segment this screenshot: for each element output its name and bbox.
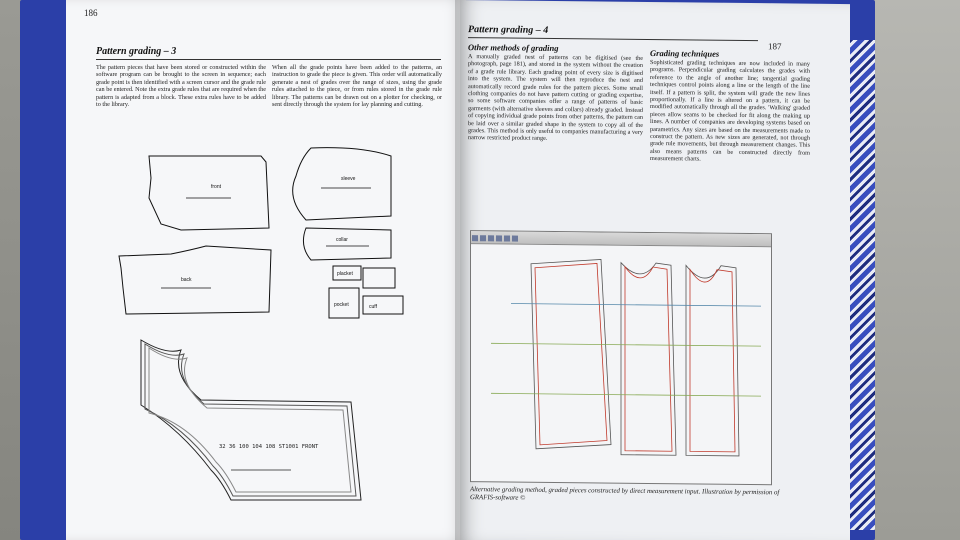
heading-rule: [96, 59, 441, 60]
piece-label-cuff: cuff: [369, 304, 377, 310]
piece-label-front: front: [211, 184, 222, 190]
right-subheading-1: Other methods of grading: [468, 42, 559, 54]
figure-caption: Alternative grading method, graded pieces constructed by direct measurement input. Illustration by permission of GRAFIS-software ©: [470, 486, 780, 502]
left-page: [66, 0, 466, 540]
left-column-1: The pattern pieces that have been stored or constructed within the software program can be brought to the screen in sequence; each grade point is then identified with a screen cursor and the grade rule can be entered. Note the extra grade rules that are required when the pattern is adapted from a block. These extra rules have to be added to the library.: [96, 64, 266, 109]
heading-rule-right: [468, 37, 758, 41]
piece-label-back: back: [181, 277, 192, 283]
plotted-front-piece: [121, 330, 391, 510]
left-page-heading: Pattern grading – 3: [96, 46, 177, 57]
graded-pieces-plot: [471, 243, 771, 484]
left-page-number: 186: [84, 8, 98, 18]
pattern-diagram: [101, 138, 431, 328]
right-column-2: Sophisticated grading techniques are now included in many programs. Perpendicular grading calculates the grades with reference to the angle of another line; tangential grading techniques control points along a line or the length of the line itself. If a pattern is split, the system will grade the new lines proportionally. If a line is altered on a pattern, it can be modified automatically through all the grades. 'Walking' graded pieces allow seams to be checked for fit along the making up lines. A number of companies are developing systems based on parametrics. Any sizes are based on the measurements made to construct the pattern. As new sizes are generated, not through grade rule movements, but through measurement changes. This also means patterns can be constructed directly from measurement charts.: [650, 58, 810, 163]
right-page-heading: Pattern grading – 4: [468, 24, 549, 36]
piece-label-pocket: pocket: [334, 302, 349, 308]
sleeve-piece: [293, 148, 391, 220]
front-piece: [149, 156, 269, 230]
right-page: [460, 0, 850, 540]
piece-label-placket: placket: [337, 271, 353, 277]
software-screenshot: [470, 230, 772, 485]
plot-label: 32 36 100 104 108 ST1001 FRONT: [219, 444, 319, 450]
right-column-1: A manually graded nest of patterns can be digitised (see the photograph, page 181), and stored in the system without the creation of a grade rule library. Each grading point of every size is digitised into the system. The system will then reproduce the nest and automatically record grade rules for the pattern pieces. Some small clothing companies do not have pattern cutting or grading expertise, so some software companies offer a range of patterns of basic garments (with alternative sleeves and collars) already graded. Instead of copying individual grade points from other patterns, the pattern can be laid over a similar graded shape in the system to copy all of the grades. This method is only useful to companies manufacturing a very narrow restricted product range.: [468, 53, 643, 143]
left-column-2: When all the grade points have been added to the patterns, an instruction to grade the piece is given. This order will automatically generate a nest of grades over the range of sizes, using the grade rules attached to the piece, or from rules stored in the grade rule library. The patterns can be drawn out on a plotter for checking, or sent directly through the system for lay planning and cutting.: [272, 64, 442, 109]
piece-label-collar: collar: [336, 237, 348, 243]
right-page-number: 187: [768, 41, 782, 52]
back-piece: [119, 246, 271, 314]
right-subheading-2: Grading techniques: [650, 47, 720, 59]
cuff-piece: [363, 268, 395, 288]
piece-label-sleeve: sleeve: [341, 176, 356, 182]
collar-piece: [303, 228, 391, 260]
